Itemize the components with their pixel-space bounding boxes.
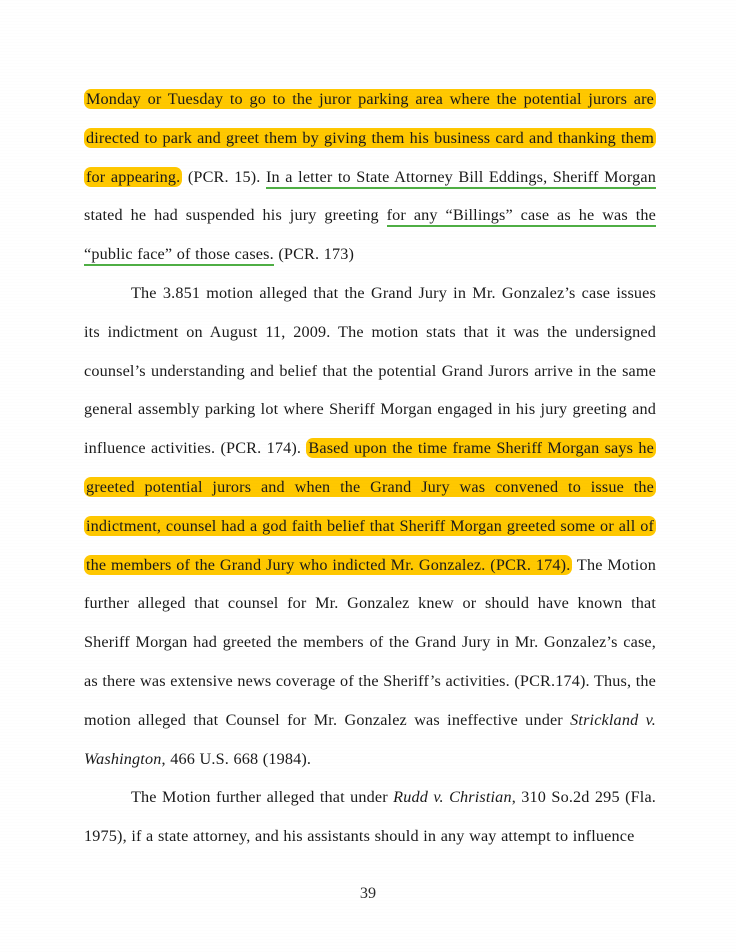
text-run: stated he had suspended his jury greeting [84,206,387,225]
text-run: The Motion further alleged that counsel for Mr. Gonzalez knew or should have known that Sheriff Morgan had greeted the members of the Grand Jury in Mr. Gonzalez’s case, as there was extensive news coverage of the Sheriff’s activities. (PCR.174). Thus, the motion alleged that Counsel for Mr. Gonzalez was ineffective under [84,555,656,729]
case-citation-italic: Rudd v. Christian [393,788,512,807]
paragraph-2 [84,274,656,778]
paragraph-3 [84,778,656,856]
text-run: The 3.851 motion alleged that the Grand Jury in Mr. Gonzalez’s case issues its indictment on August 11, 2009. The motion stats that it was the undersigned counsel’s understanding and belief that the potential Grand Jurors arrive in the same general assembly parking lot where Sheriff Morgan engaged in his jury greeting and influence activities. (PCR. 174). [84,283,656,458]
green-underlined-text: for any “Billings” case as he was the “public face” of those cases. [84,206,656,266]
paragraph-1 [84,80,656,274]
highlighted-text: Monday or Tuesday to go to the juror parking area where the potential jurors are directed to park and greet them by giving them his business card and thanking them for appearing. [86,90,654,186]
case-citation-italic: Strickland v. Washington [84,710,656,768]
text-run: , 466 U.S. 668 (1984). [161,749,312,768]
green-underlined-text: In a letter to State Attorney Bill Eddings, Sheriff Morgan [266,168,656,189]
text-run: , 310 So.2d 295 (Fla. 1975), if a state attorney, and his assistants should in any way attempt to influence [84,788,656,846]
document-text-body [84,80,656,856]
text-run: The Motion further alleged that under [131,788,394,807]
text-run: (PCR. 173) [273,245,355,264]
text-run: (PCR. 15). [182,167,266,186]
highlighted-text: Based upon the time frame Sheriff Morgan says he greeted potential jurors and when the Grand Jury was convened to issue the indictment, counsel had a god faith belief that Sheriff Morgan greeted some or all of the members of the Grand Jury who indicted Mr. Gonzalez. (PCR. 174). [86,439,654,574]
page-number: 39 [359,884,377,902]
